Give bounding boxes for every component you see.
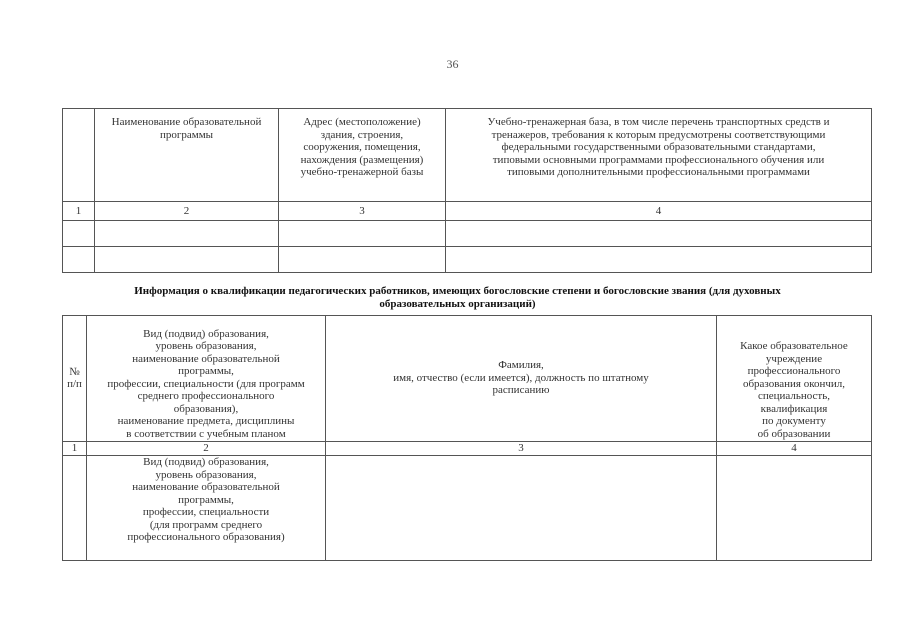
- header-line: имя, отчество (если имеется), должность по штатному: [393, 371, 649, 384]
- heading-line: образовательных организаций): [379, 298, 536, 310]
- header-line: учебно-тренажерной базы: [300, 166, 424, 178]
- column-number-row: [63, 202, 872, 221]
- header-line: №: [69, 365, 80, 378]
- table-row: [63, 456, 872, 561]
- header-cell-number: [63, 316, 87, 442]
- header-line: Адрес (местоположение): [303, 116, 421, 128]
- column-number: 3: [279, 202, 446, 221]
- header-line: программы,: [178, 365, 234, 377]
- column-number: 4: [717, 442, 872, 456]
- table-row: [63, 221, 872, 247]
- header-line: образования),: [173, 402, 239, 415]
- table-cell[interactable]: [279, 221, 446, 247]
- table-cell[interactable]: [63, 456, 87, 561]
- table-header-row: [63, 109, 872, 202]
- header-line: Учебно-тренажерная база, в том числе перечень транспортных средств и: [487, 116, 830, 128]
- header-line: по документу: [762, 415, 826, 427]
- header-line: наименование образовательной: [132, 352, 280, 365]
- header-line: нахождения (размещения): [300, 153, 424, 166]
- column-number: 2: [87, 442, 326, 456]
- table-cell-education-type[interactable]: [87, 456, 326, 561]
- table-row: [63, 247, 872, 273]
- header-line: здания, строения,: [320, 128, 404, 141]
- table-cell[interactable]: [446, 247, 872, 273]
- cell-line: профессионального образования): [127, 531, 285, 543]
- column-number: 4: [446, 202, 872, 221]
- header-line: специальность,: [757, 390, 831, 402]
- cell-line: Вид (подвид) образования,: [143, 456, 269, 468]
- cell-line: (для программ среднего: [149, 518, 263, 531]
- table-cell[interactable]: [279, 247, 446, 273]
- header-line: типовыми дополнительными профессиональными программами: [507, 166, 810, 178]
- header-line: сооружения, помещения,: [303, 141, 421, 153]
- heading-line: Информация о квалификации педагогических работников, имеющих богословские степени и богословские звания (для духовных: [134, 285, 781, 297]
- training-base-table: [62, 108, 872, 273]
- page-number: 36: [446, 57, 459, 71]
- header-line: наименование предмета, дисциплины: [117, 415, 295, 427]
- cell-line: наименование образовательной: [132, 481, 280, 493]
- header-cell-training-base: [446, 109, 872, 202]
- header-line: тренажеров, требования к которым предусмотрены соответствующими: [491, 128, 826, 141]
- table-cell[interactable]: [63, 221, 95, 247]
- header-cell-number: [63, 109, 95, 202]
- table-cell[interactable]: [717, 456, 872, 561]
- header-line: учреждение: [765, 352, 823, 365]
- header-line: федеральными государственными образовательными стандартами,: [501, 141, 816, 153]
- column-number: 3: [326, 442, 717, 456]
- header-line: типовыми основными программами профессионального обучения или: [492, 153, 825, 166]
- cell-line: уровень образования,: [155, 468, 257, 481]
- header-line: профессионального: [747, 365, 841, 377]
- header-cell-education-type: [87, 316, 326, 442]
- header-line: Вид (подвид) образования,: [143, 327, 269, 340]
- header-cell-program-name: Наименование образовательной программы: [95, 109, 279, 202]
- cell-line: профессии, специальности: [142, 506, 270, 518]
- header-cell-graduated-institution: [717, 316, 872, 442]
- header-line: профессии, специальности (для программ: [107, 377, 305, 390]
- section-heading: [70, 285, 845, 311]
- column-number: 1: [63, 202, 95, 221]
- header-cell-full-name: [326, 316, 717, 442]
- header-line: среднего профессионального: [137, 390, 275, 402]
- header-line: об образовании: [757, 427, 831, 440]
- table-cell[interactable]: [95, 247, 279, 273]
- header-line: Фамилия,: [498, 359, 544, 372]
- cell-line: программы,: [178, 493, 234, 506]
- header-line: уровень образования,: [155, 340, 257, 352]
- column-number-row: [63, 442, 872, 456]
- table-cell[interactable]: [63, 247, 95, 273]
- table-header-row: [63, 316, 872, 442]
- header-line: Какое образовательное: [740, 340, 848, 352]
- header-line: квалификация: [760, 402, 828, 415]
- header-line: расписанию: [492, 384, 550, 397]
- header-line: образования окончил,: [742, 377, 846, 390]
- table-cell[interactable]: [326, 456, 717, 561]
- header-line: п/п: [67, 378, 82, 390]
- column-number: 2: [95, 202, 279, 221]
- table-cell[interactable]: [95, 221, 279, 247]
- column-number: 1: [63, 442, 87, 456]
- table-cell[interactable]: [446, 221, 872, 247]
- teacher-qualification-table: [62, 315, 872, 561]
- header-line: в соответствии с учебным планом: [126, 427, 286, 440]
- header-cell-address: [279, 109, 446, 202]
